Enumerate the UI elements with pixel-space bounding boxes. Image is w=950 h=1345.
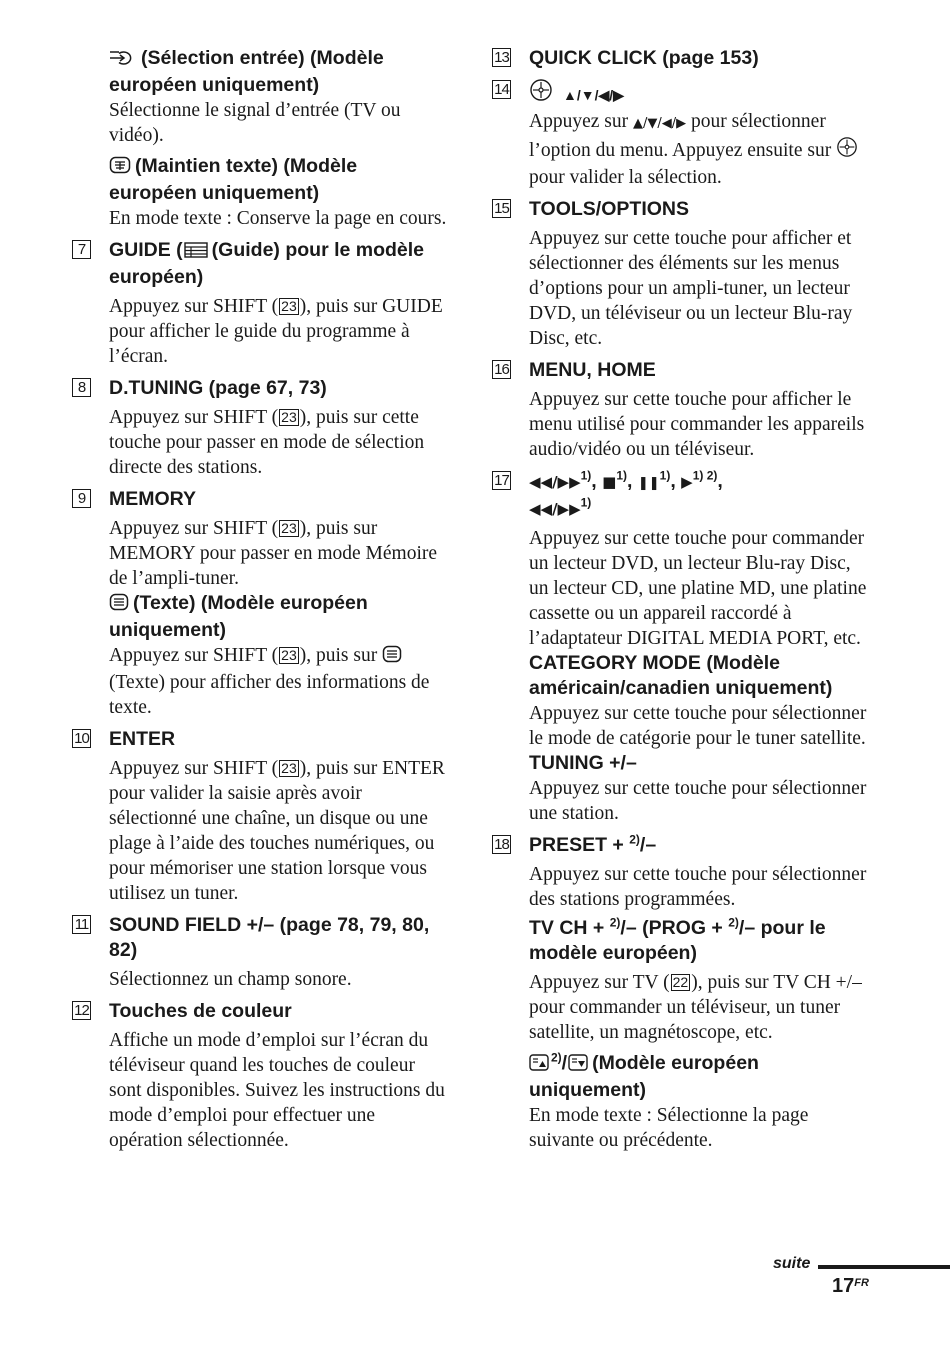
- heading-text: (Texte) (Modèle européen uniquement): [109, 592, 368, 641]
- ref-shift-23: 23: [281, 760, 297, 776]
- heading-enter: ENTER: [109, 728, 176, 750]
- entry-menu-home: [492, 358, 870, 462]
- continued-label: suite: [773, 1255, 811, 1272]
- left-column: [72, 46, 447, 1153]
- heading-d-tuning: D.TUNING (page 67, 73): [109, 377, 327, 399]
- ref-shift-23: 23: [281, 520, 297, 536]
- heading-guide: GUIDE ( (Guide) pour le modèle européen): [109, 239, 425, 288]
- entry-quick-click: [492, 46, 870, 71]
- entry-d-tuning: [72, 376, 447, 480]
- entry-enter: [72, 727, 447, 906]
- ref-tv-22: 22: [672, 974, 689, 990]
- desc-enter: Appuyez sur SHIFT ( 23 ), puis sur ENTER pour valider la saisie après avoir sélectionné une chaîne, un disque ou une plage à l’aide des touches numériques, ou pour mémoriser une station lorsque vous utilisez un tuner.: [109, 758, 445, 904]
- right-column: [492, 46, 870, 1153]
- text-icon-inline: [382, 645, 402, 670]
- desc-tuning: Appuyez sur cette touche pour sélectionner une station.: [529, 778, 867, 824]
- item-number: 12: [72, 1001, 91, 1020]
- entry-transport: [492, 469, 870, 826]
- item-number: 8: [72, 378, 91, 397]
- entry-tools-options: [492, 197, 870, 351]
- item-number: 17: [492, 471, 511, 490]
- desc-transport: Appuyez sur cette touche pour commander un lecteur DVD, un lecteur Blu-ray Disc, un lecteur CD, une platine MD, une platine cassette ou un appareil raccordé à l’adaptateur DIGITAL MEDIA PORT, etc.: [529, 528, 867, 649]
- desc-arrows: Appuyez sur ▲/▼/◀/▶ pour sélectionner l’option du menu. Appuyez ensuite sur pour valider la sélection.: [529, 109, 870, 190]
- rewind-ff-icon: ◀◀/▶▶: [529, 473, 581, 491]
- desc-sound-field: Sélectionnez un champ sonore.: [109, 969, 352, 990]
- desc-tv-ch: Appuyez sur TV ( 22 ), puis sur TV CH +/– pour commander un téléviseur, un tuner satellite, un magnétoscope, etc.: [529, 972, 862, 1043]
- ref-shift-23: 23: [281, 647, 297, 663]
- pause-icon: ❚❚: [637, 476, 660, 491]
- ref-shift-23: 23: [281, 298, 297, 314]
- text-hold-icon: [109, 156, 131, 181]
- heading-arrows: [529, 78, 870, 109]
- item-number: 10: [72, 729, 91, 748]
- desc-color-keys: Affiche un mode d’emploi sur l’écran du téléviseur quand les touches de couleur sont disponibles. Suivez les instructions du mode d’emploi pour effectuer une opération sélectionnée.: [109, 1030, 445, 1151]
- continued-rule: [818, 1265, 950, 1269]
- input-select-icon: [109, 48, 137, 73]
- page-up-icon: [529, 1053, 549, 1078]
- desc-text: Appuyez sur SHIFT ( 23 ), puis sur (Texte) pour afficher des informations de texte.: [109, 645, 430, 718]
- enter-circle-icon: [529, 78, 553, 109]
- item-number: 11: [72, 915, 91, 934]
- entry-guide: [72, 238, 447, 369]
- heading-page-up-down: $^{2)}$/ (Modèle européen uniquement): [529, 1050, 759, 1101]
- item-number: 14: [492, 80, 511, 99]
- stop-icon: ■: [602, 473, 617, 491]
- desc-input-select: Sélectionne le signal d’entrée (TV ou vidéo).: [109, 100, 401, 146]
- item-number: 7: [72, 240, 91, 259]
- item-number: 16: [492, 360, 511, 379]
- entry-color-keys: [72, 999, 447, 1153]
- text-icon: [109, 593, 129, 618]
- item-number: 13: [492, 48, 511, 67]
- desc-category-mode: Appuyez sur cette touche pour sélectionner le mode de catégorie pour le tuner satellite.: [529, 703, 867, 749]
- play-icon: ▶: [681, 473, 693, 491]
- desc-page-up-down: En mode texte : Sélectionne la page suivante ou précédente.: [529, 1105, 809, 1151]
- desc-guide: Appuyez sur SHIFT ( 23 ), puis sur GUIDE pour afficher le guide du programme à l’écran.: [109, 296, 443, 367]
- heading-tools-options: TOOLS/OPTIONS: [529, 198, 689, 220]
- language-code: FR: [854, 1277, 869, 1289]
- entry-input-select: [72, 46, 447, 231]
- entry-sound-field: [72, 913, 447, 992]
- item-number: 9: [72, 489, 91, 508]
- desc-menu-home: Appuyez sur cette touche pour afficher le menu utilisé pour commander les appareils audio/vidéo ou un téléviseur.: [529, 389, 865, 460]
- guide-icon: [184, 240, 208, 265]
- heading-tuning: TUNING +/–: [529, 752, 637, 774]
- desc-preset: Appuyez sur cette touche pour sélectionner des stations programmées.: [529, 864, 867, 910]
- heading-sound-field: SOUND FIELD +/– (page 78, 79, 80, 82): [109, 914, 430, 961]
- heading-memory: MEMORY: [109, 488, 197, 510]
- arrow-glyphs: ▲/▼/◀/▶: [632, 116, 687, 131]
- heading-preset: PRESET + $^{2)}$/–: [529, 832, 657, 856]
- page-number: $17^{FR}$: [832, 1275, 869, 1297]
- arrow-keys-label: ▲/▼/◀/▶: [563, 87, 624, 103]
- heading-tv-ch: TV CH + $^{2)}$/– (PROG + $^{2)}$/– pour le modèle européen): [529, 915, 826, 964]
- desc-tools-options: Appuyez sur cette touche pour afficher et sélectionner des éléments sur les menus d’options pour un ampli-tuner, un lecteur DVD, un téléviseur ou un lecteur Blu-ray Disc, etc.: [529, 228, 853, 349]
- item-number: 18: [492, 835, 511, 854]
- entry-memory: [72, 487, 447, 720]
- heading-quick-click: QUICK CLICK (page 153): [529, 47, 759, 69]
- heading-category-mode: CATEGORY MODE (Modèle américain/canadien uniquement): [529, 652, 833, 699]
- heading-menu-home: MENU, HOME: [529, 359, 656, 381]
- heading-color-keys: Touches de couleur: [109, 1000, 292, 1022]
- desc-text-hold: En mode texte : Conserve la page en cours.: [109, 208, 447, 229]
- ref-shift-23: 23: [281, 409, 297, 425]
- heading-text-hold: (Maintien texte) (Modèle européen uniquement): [109, 155, 358, 204]
- desc-d-tuning: Appuyez sur SHIFT ( 23 ), puis sur cette touche pour passer en mode de sélection directe des stations.: [109, 407, 425, 478]
- prev-next-icon: ◀◀/▶▶: [529, 500, 581, 518]
- page-down-icon: [568, 1053, 588, 1078]
- enter-circle-icon-inline: [836, 136, 858, 165]
- heading-input-select: (Sélection entrée) (Modèle européen uniquement): [109, 47, 384, 96]
- entry-arrows: [492, 78, 870, 190]
- item-number: 15: [492, 199, 511, 218]
- desc-memory: Appuyez sur SHIFT ( 23 ), puis sur MEMORY pour passer en mode Mémoire de l’ampli-tuner.: [109, 518, 438, 589]
- heading-transport: ◀◀/▶▶$^{1)}$, ■$^{1)}$, ❚❚$^{1)}$, ▶$^{1) 2)}$, ◀◀/▶▶$^{1)}$: [529, 468, 723, 518]
- entry-preset: [492, 833, 870, 1153]
